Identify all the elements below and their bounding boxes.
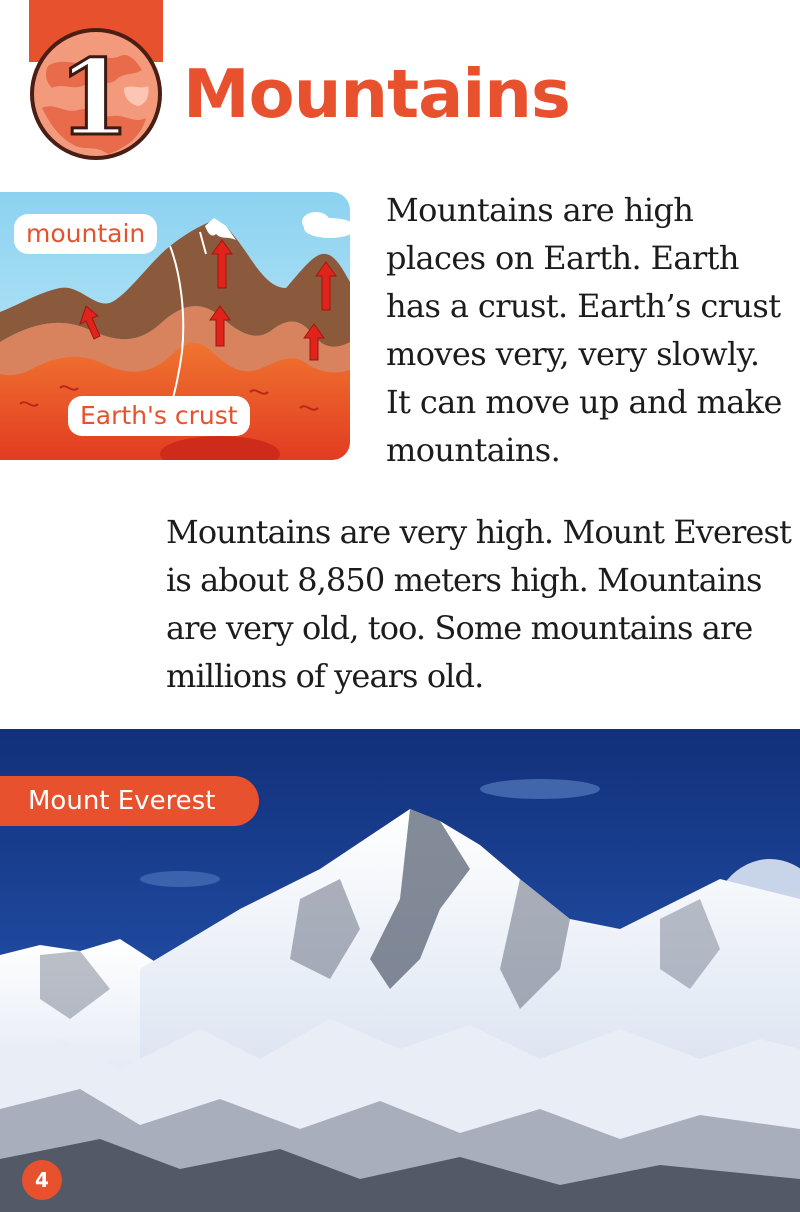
diagram-label-mountain: mountain xyxy=(14,214,157,254)
intro-paragraph: Mountains are high places on Earth. Earth has a crust. Earth’s crust moves very, very slowly. It can move up and make mountains. xyxy=(386,191,782,469)
chapter-number-badge xyxy=(28,26,164,162)
diagram-label-earths-crust: Earth's crust xyxy=(68,396,250,436)
page-number: 4 xyxy=(22,1160,62,1200)
svg-text:1: 1 xyxy=(57,36,131,159)
everest-paragraph: Mountains are very high. Mount Everest is about 8,850 meters high. Mountains are very old, too. Some mountains are millions of years old. xyxy=(166,513,791,695)
planet-icon xyxy=(28,26,164,162)
photo-caption: Mount Everest xyxy=(0,776,259,826)
chapter-title: Mountains xyxy=(183,55,570,133)
